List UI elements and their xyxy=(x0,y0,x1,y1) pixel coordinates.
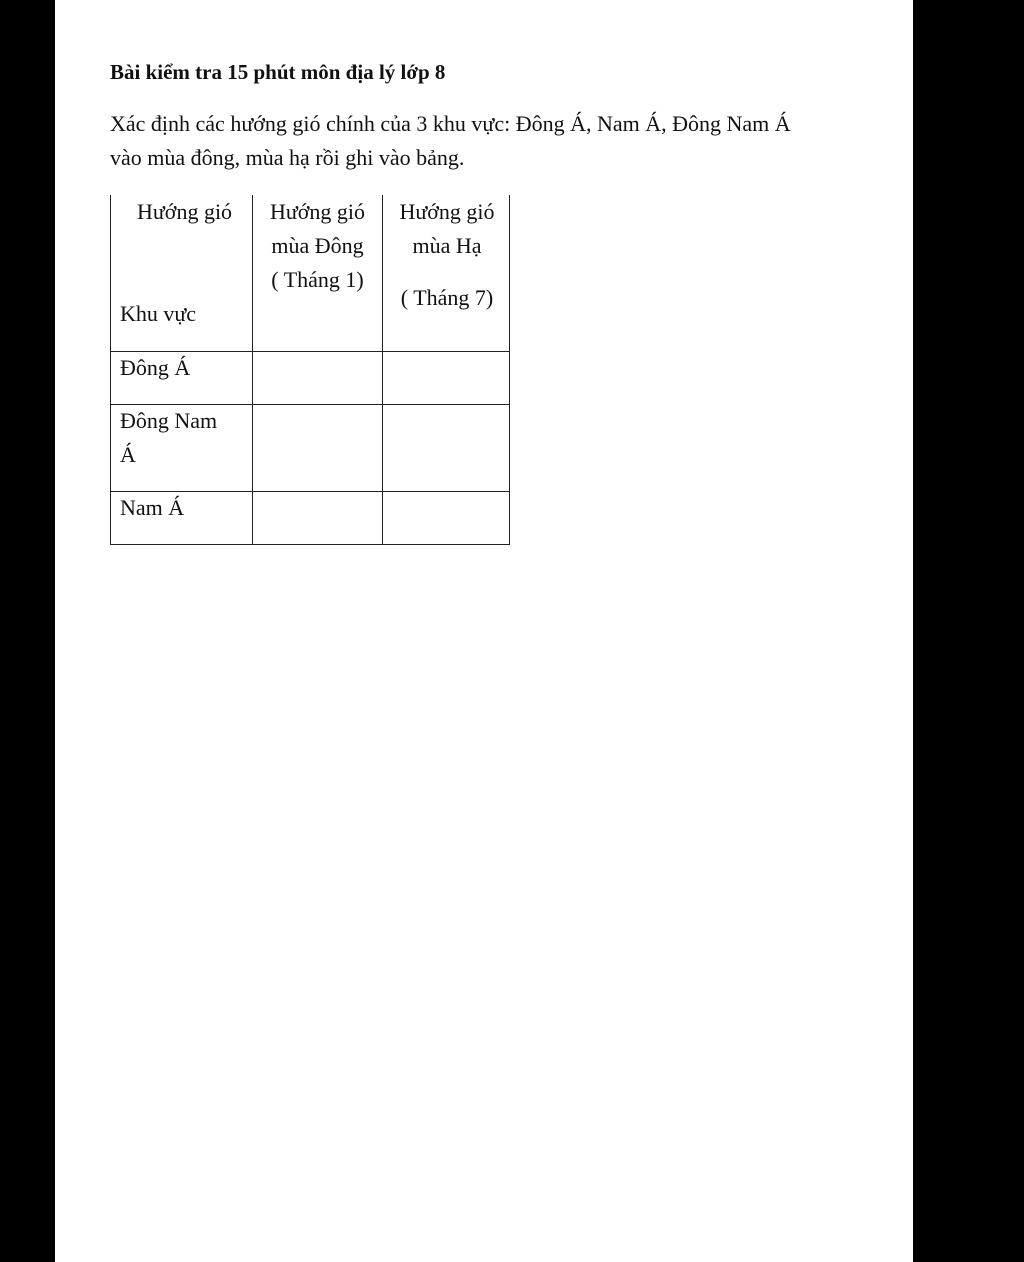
row-region-dong-a: Đông Á xyxy=(120,355,191,380)
cell-dong-a-summer[interactable] xyxy=(383,351,511,404)
row-region-nam-a: Nam Á xyxy=(120,495,185,520)
header-winter-line-3: ( Tháng 1) xyxy=(271,267,364,292)
header-summer-line-2: mùa Hạ xyxy=(412,233,482,258)
cell-nam-a-winter[interactable] xyxy=(253,491,382,544)
header-corner-region: Khu vực xyxy=(120,301,197,326)
question-line-1: Xác định các hướng gió chính của 3 khu vực: Đông Á, Nam Á, Đông Nam Á xyxy=(110,111,791,136)
header-summer-line-3: ( Tháng 7) xyxy=(400,285,494,310)
wind-direction-table xyxy=(110,195,510,545)
document-page xyxy=(55,0,913,1262)
document-title: Bài kiểm tra 15 phút môn địa lý lớp 8 xyxy=(110,60,446,84)
cell-dong-nam-a-winter[interactable] xyxy=(253,404,382,491)
header-corner-wind: Hướng gió xyxy=(137,199,233,224)
cell-dong-a-winter[interactable] xyxy=(253,351,382,404)
cell-dong-nam-a-summer[interactable] xyxy=(383,404,511,491)
header-summer-line-1: Hướng gió xyxy=(399,199,495,224)
question-line-2: vào mùa đông, mùa hạ rồi ghi vào bảng. xyxy=(110,145,465,170)
question-text xyxy=(110,107,900,175)
row-region-dong-nam-a-line-2: Á xyxy=(120,442,136,467)
header-winter-line-1: Hướng gió xyxy=(269,199,366,224)
header-winter-line-2: mùa Đông xyxy=(271,233,364,258)
row-region-dong-nam-a-line-1: Đông Nam xyxy=(120,408,218,433)
cell-nam-a-summer[interactable] xyxy=(383,491,511,544)
